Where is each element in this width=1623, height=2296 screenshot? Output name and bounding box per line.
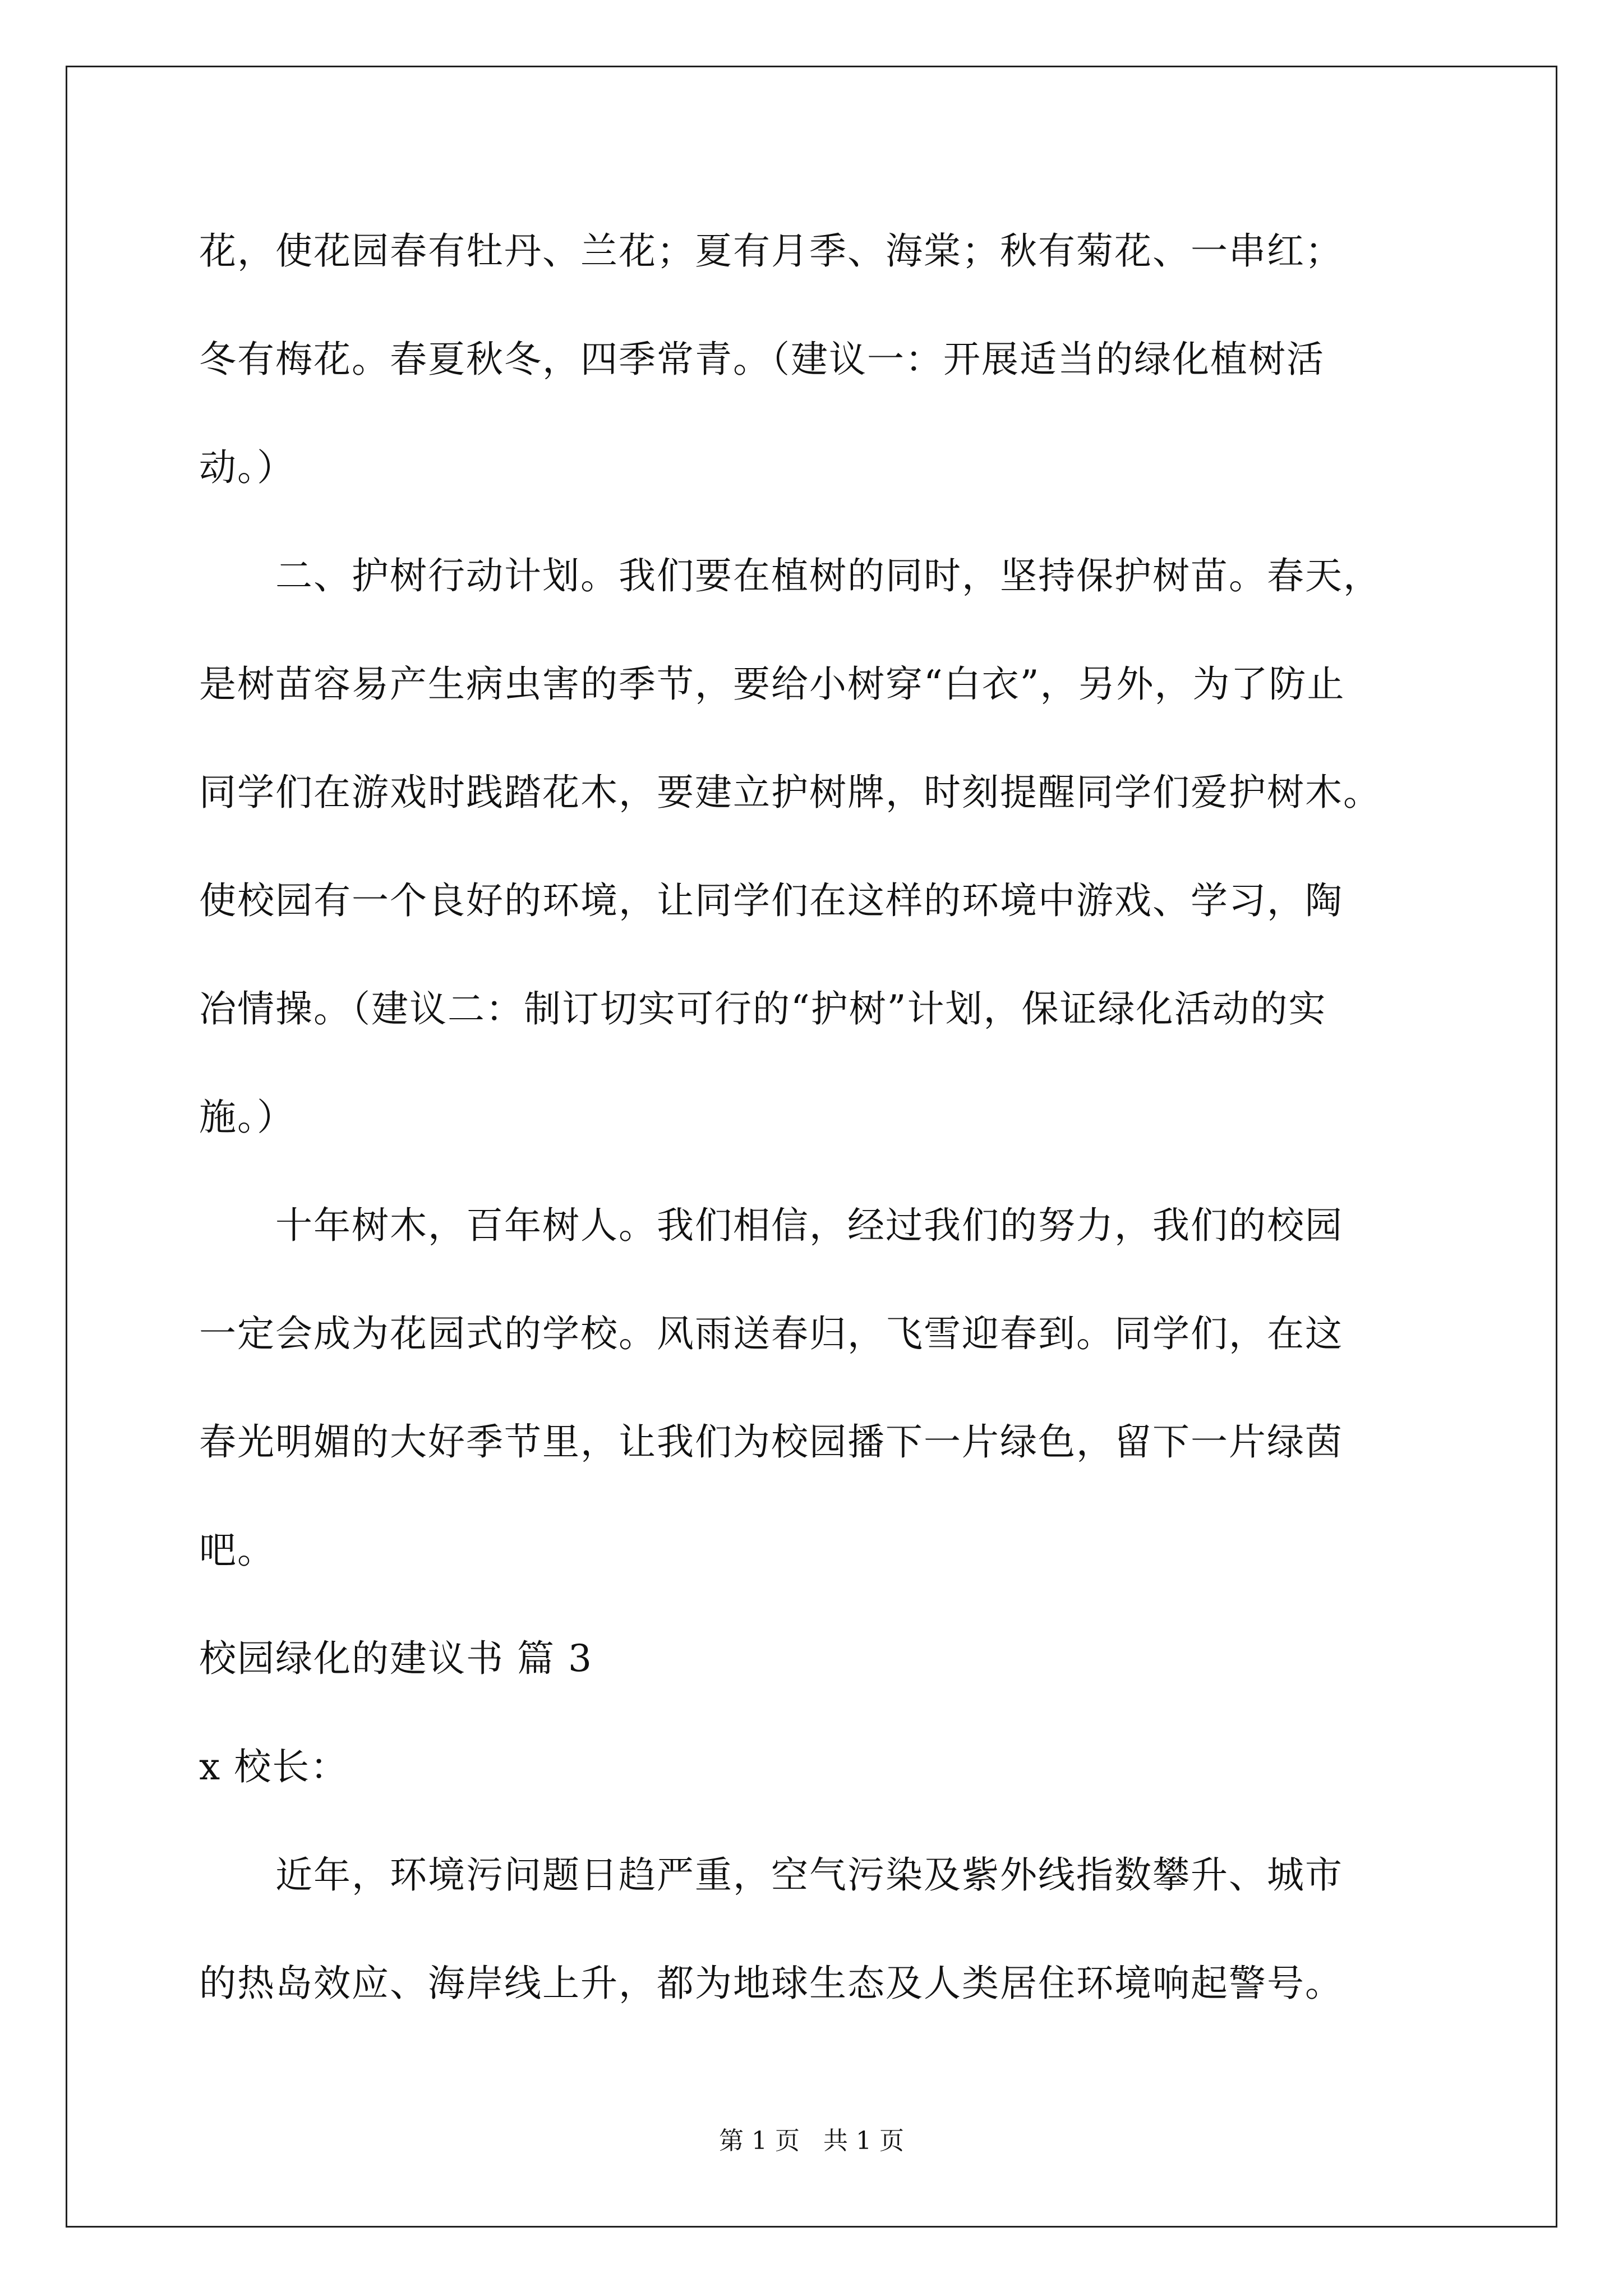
text-line-10: 十年树木，百年树人。我们相信，经过我们的努力，我们的校园 [199, 1204, 1343, 1247]
text-line-16: 近年，环境污问题日趋严重，空气污染及紫外线指数攀升、城市 [199, 1853, 1343, 1897]
section-heading: 校园绿化的建议书 篇 3 [199, 1637, 593, 1680]
text-line-8: 冶情操。（建议二：制订切实可行的“护树”计划，保证绿化活动的实 [199, 987, 1327, 1030]
salutation: x 校长： [199, 1745, 349, 1788]
text-line-17: 的热岛效应、海岸线上升，都为地球生态及人类居住环境响起警号。 [199, 1962, 1343, 2005]
page-total: 共 1 页 [823, 2127, 904, 2155]
text-line-9: 施。） [199, 1096, 295, 1139]
text-line-12: 春光明媚的大好季节里，让我们为校园播下一片绿色，留下一片绿茵 [199, 1420, 1343, 1464]
text-line-1: 花，使花园春有牡丹、兰花；夏有月季、海棠；秋有菊花、一串红； [199, 229, 1343, 273]
text-line-3: 动。） [199, 446, 295, 489]
text-line-5: 是树苗容易产生病虫害的季节，要给小树穿“白衣”，另外，为了防止 [199, 662, 1345, 706]
page-border [66, 66, 1557, 2228]
page-number: 第 1 页 [719, 2127, 800, 2155]
text-line-6: 同学们在游戏时践踏花木，要建立护树牌，时刻提醒同学们爱护树木。 [199, 771, 1381, 814]
text-line-4: 二、护树行动计划。我们要在植树的同时，坚持保护树苗。春天， [199, 554, 1381, 597]
text-line-7: 使校园有一个良好的环境，让同学们在这样的环境中游戏、学习，陶 [199, 879, 1343, 922]
text-line-11: 一定会成为花园式的学校。风雨送春归，飞雪迎春到。同学们，在这 [199, 1312, 1343, 1355]
text-line-13: 吧。 [199, 1529, 275, 1572]
page-footer [0, 2124, 1623, 2158]
text-line-2: 冬有梅花。春夏秋冬，四季常青。（建议一：开展适当的绿化植树活 [199, 338, 1325, 381]
